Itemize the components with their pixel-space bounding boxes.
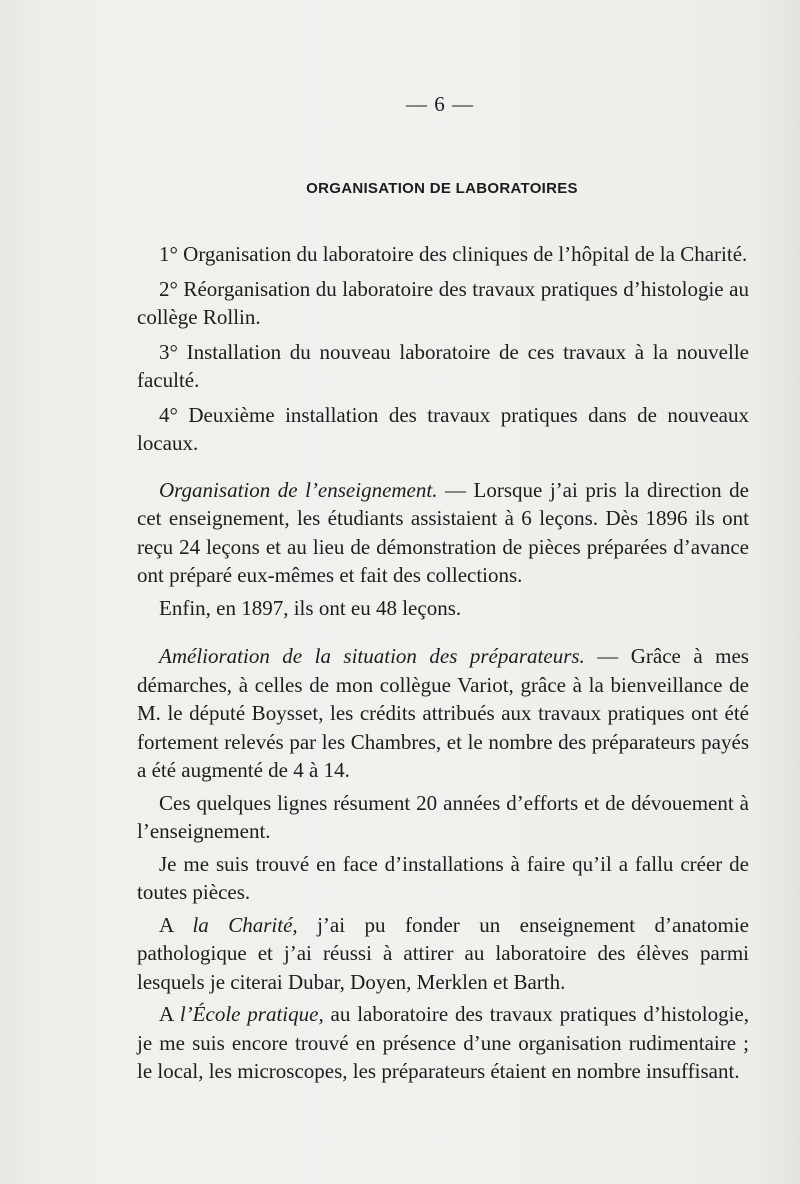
paragraph-installations: Je me suis trouvé en face d’installations à faire qu’il a fallu créer de toutes pièces. <box>137 851 749 904</box>
text-preparateurs: — Grâce à mes démarches, à celles de mon collègue Variot, grâce à la bienveillance de M. le député Boysset, les crédits attribués aux travaux pratiques ont été fortement relevés par les Chambres, et le nombre des préparateurs payés a été augmenté de 4 à 14. <box>137 644 749 782</box>
charite-place: la Charité, <box>192 912 298 937</box>
heading-enseignement: Organisation de l’enseignement. <box>159 477 438 502</box>
page-number: — 6 — <box>406 92 474 116</box>
ecole-text: au laboratoire des travaux pratiques d’histologie, je me suis encore trouvé en présence d’une organisation rudimentaire ; le local, les microscopes, les préparateurs étaient en nombre insuffisant. <box>137 1002 749 1083</box>
text-enseignement: — Lorsque j’ai pris la direction de cet enseignement, les étudiants assistaient à 6 leçons. Dès 1896 ils ont reçu 24 leçons et au lieu de démonstration de pièces préparées d’avance ont préparé eux-mêmes et fait des collections. <box>137 477 749 587</box>
paragraph-enseignement <box>137 476 749 590</box>
paragraph-preparateurs <box>137 642 749 785</box>
heading-preparateurs: Amélioration de la situation des préparateurs. <box>159 644 585 668</box>
list-item-2: 2° Réorganisation du laboratoire des travaux pratiques d’histologie au collège Rollin. <box>137 276 749 329</box>
section-title: ORGANISATION DE LABORATOIRES <box>306 180 578 197</box>
ecole-prefix: A <box>159 1002 180 1026</box>
paragraph-resume: Ces quelques lignes résument 20 années d’efforts et de dévouement à l’enseignement. <box>137 790 749 843</box>
charite-text: j’ai pu fonder un enseignement d’anatomie pathologique et j’ai réussi à attirer au laboratoire des élèves parmi lesquels je citerai Dubar, Doyen, Merklen et Barth. <box>137 912 749 994</box>
list-item-4: 4° Deuxième installation des travaux pratiques dans de nouveaux locaux. <box>137 402 749 455</box>
paragraph-ecole <box>137 1000 749 1086</box>
charite-prefix: A <box>159 912 193 937</box>
ecole-place: l’École pratique, <box>179 1002 324 1026</box>
paragraph-charite <box>137 911 749 997</box>
list-item-3: 3° Installation du nouveau laboratoire de ces travaux à la nouvelle faculté. <box>137 339 749 392</box>
list-item-1: 1° Organisation du laboratoire des cliniques de l’hôpital de la Charité. <box>159 242 748 266</box>
body-text <box>137 240 749 1090</box>
paragraph-enseignement-followup: Enfin, en 1897, ils ont eu 48 leçons. <box>159 595 462 620</box>
